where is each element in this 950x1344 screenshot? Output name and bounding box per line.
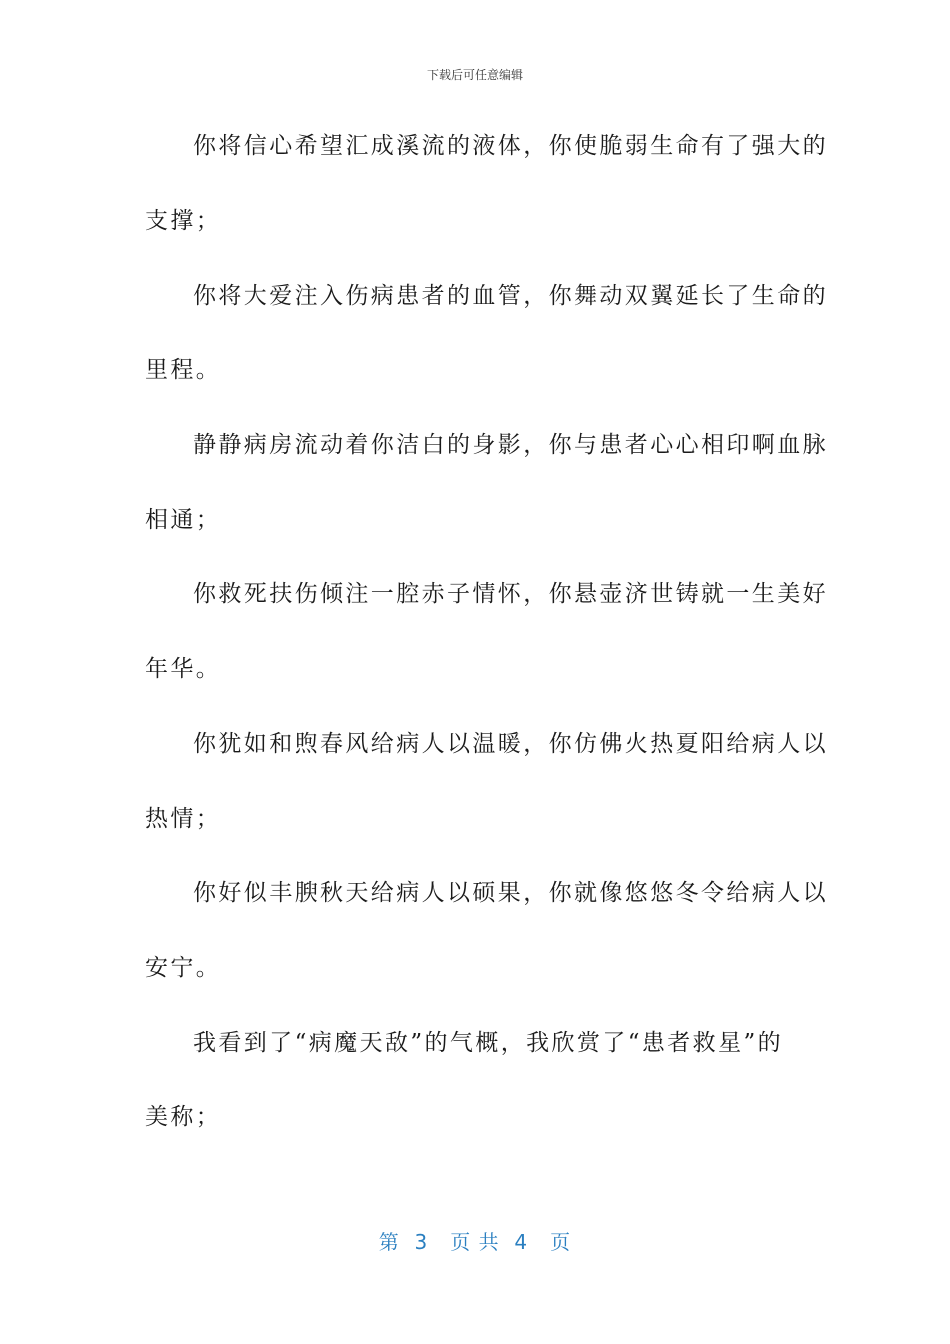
paragraph-4-line-2: 年华。 xyxy=(145,656,222,682)
paragraph-1-line-1: 你将信心希望汇成溪流的液体，你使脆弱生命有了强大的 xyxy=(193,133,828,159)
page-number-footer: 第 3 页 共 4 页 xyxy=(378,1230,572,1254)
paragraph-6-line-1: 你好似丰腴秋天给病人以硕果，你就像悠悠冬令给病人以 xyxy=(193,880,828,906)
paragraph-3-line-1: 静静病房流动着你洁白的身影，你与患者心心相印啊血脉 xyxy=(193,432,828,458)
paragraph-5-line-1: 你犹如和煦春风给病人以温暖，你仿佛火热夏阳给病人以 xyxy=(193,731,828,757)
paragraph-5-line-2: 热情； xyxy=(145,806,222,832)
paragraph-2-line-1: 你将大爱注入伤病患者的血管，你舞动双翼延长了生命的 xyxy=(193,283,828,309)
paragraph-3-line-2: 相通； xyxy=(145,507,222,533)
paragraph-4-line-1: 你救死扶伤倾注一腔赤子情怀，你悬壶济世铸就一生美好 xyxy=(193,581,828,607)
paragraph-7-line-2: 美称； xyxy=(145,1104,222,1130)
paragraph-2-line-2: 里程。 xyxy=(145,357,222,383)
paragraph-6-line-2: 安宁。 xyxy=(145,955,222,981)
paragraph-7-line-1: 我看到了“病魔天敌”的气概，我欣赏了“患者救星”的 xyxy=(193,1030,784,1056)
page-header: 下载后可任意编辑 xyxy=(426,68,523,82)
paragraph-1-line-2: 支撑； xyxy=(145,208,222,234)
